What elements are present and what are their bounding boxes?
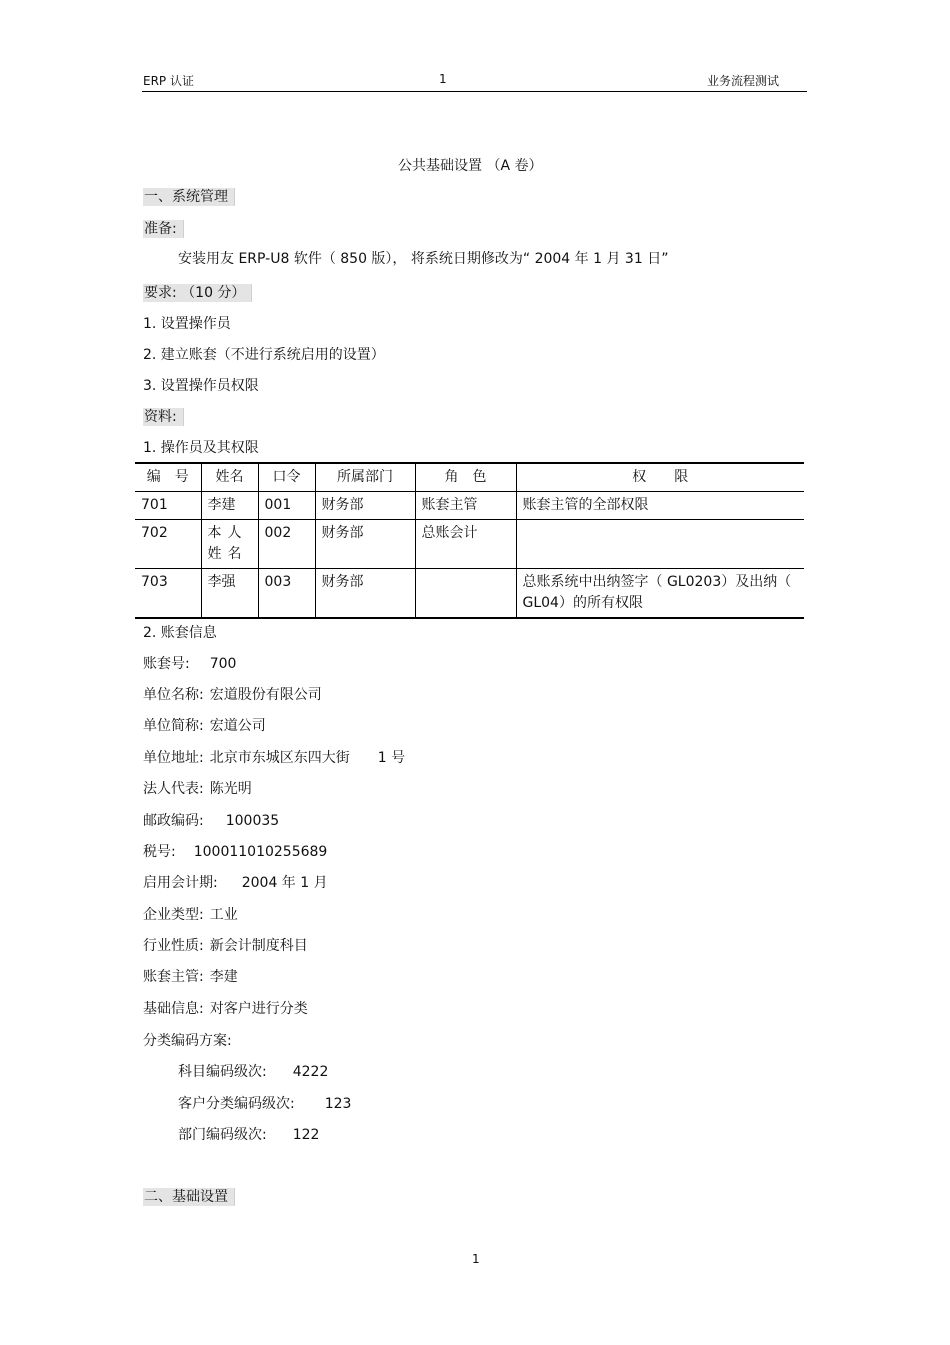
field-label: 企业类型: <box>143 907 204 923</box>
field-label: 账套号: <box>143 656 190 672</box>
account-info-row <box>143 841 327 861</box>
account-info-heading: 2. 账套信息 <box>143 625 217 641</box>
table-header-row <box>135 463 804 492</box>
col-header-permission: 权 限 <box>516 463 804 492</box>
field-label: 基础信息: <box>143 1001 204 1017</box>
cell-role: 账套主管 <box>415 492 516 520</box>
field-value: 123 <box>324 1096 352 1112</box>
cell-id: 702 <box>135 520 201 569</box>
cell-password: 003 <box>258 569 315 619</box>
account-info-row <box>143 935 308 955</box>
field-label: 客户分类编码级次: <box>178 1096 295 1112</box>
account-info-row <box>143 778 252 798</box>
field-label: 单位简称: <box>143 718 204 734</box>
header-right: 业务流程测试 <box>707 74 780 88</box>
cell-department: 财务部 <box>315 569 415 619</box>
field-label: 税号: <box>143 844 176 860</box>
coding-row <box>178 1093 351 1113</box>
account-info-row <box>143 998 308 1018</box>
account-info-row <box>143 747 405 767</box>
account-info-row <box>143 872 328 892</box>
cell-id: 703 <box>135 569 201 619</box>
header-rule <box>142 91 807 92</box>
cell-password: 002 <box>258 520 315 569</box>
field-value: 宏道股份有限公司 <box>209 687 322 703</box>
cell-name: 李强 <box>201 569 258 619</box>
field-value: 工业 <box>209 907 238 923</box>
cell-permission: 总账系统中出纳签字（ GL0203）及出纳（ GL04）的所有权限 <box>516 569 804 619</box>
cell-role: 总账会计 <box>415 520 516 569</box>
cell-password: 001 <box>258 492 315 520</box>
requirement-item: 1. 设置操作员 <box>143 316 231 332</box>
page-title: 公共基础设置 （A 卷） <box>398 158 543 174</box>
section2-heading: 二、基础设置 <box>143 1186 235 1206</box>
field-label: 账套主管: <box>143 969 204 985</box>
col-header-department: 所属部门 <box>315 463 415 492</box>
cell-permission <box>516 520 804 569</box>
col-header-name: 姓名 <box>201 463 258 492</box>
field-value: 宏道公司 <box>209 718 266 734</box>
field-value: 北京市东城区东四大街 1 号 <box>209 750 406 766</box>
header-left: ERP 认证 <box>143 74 194 88</box>
field-label: 单位名称: <box>143 687 204 703</box>
account-info-row <box>143 684 322 704</box>
operators-heading: 1. 操作员及其权限 <box>143 440 259 456</box>
requirement-item: 2. 建立账套（不进行系统启用的设置） <box>143 347 385 363</box>
table-row <box>135 569 804 619</box>
field-label: 行业性质: <box>143 938 204 954</box>
field-value: 对客户进行分类 <box>209 1001 308 1017</box>
operators-table <box>135 462 804 619</box>
cell-name: 李建 <box>201 492 258 520</box>
field-value: 陈光明 <box>209 781 252 797</box>
cell-name: 本人姓名 <box>201 520 258 569</box>
account-info-row <box>143 966 238 986</box>
field-value: 2004 年 1 月 <box>241 875 328 891</box>
field-value: 李建 <box>209 969 238 985</box>
account-info-row <box>143 715 266 735</box>
col-header-password: 口令 <box>258 463 315 492</box>
data-label: 资料: <box>143 406 184 426</box>
field-label: 部门编码级次: <box>178 1127 267 1143</box>
table-row <box>135 520 804 569</box>
field-value: 新会计制度科目 <box>209 938 308 954</box>
field-value: 700 <box>209 656 237 672</box>
section1-heading: 一、系统管理 <box>143 186 235 206</box>
prep-label: 准备: <box>143 218 184 238</box>
coding-row <box>178 1124 319 1144</box>
footer-page-number: 1 <box>472 1252 480 1266</box>
col-header-role: 角 色 <box>415 463 516 492</box>
cell-department: 财务部 <box>315 492 415 520</box>
account-info-row <box>143 810 279 830</box>
header-page-number: 1 <box>439 72 447 86</box>
field-label: 单位地址: <box>143 750 204 766</box>
field-value: 100011010255689 <box>193 844 328 860</box>
account-info-row <box>143 653 236 673</box>
field-value: 122 <box>292 1127 320 1143</box>
cell-id: 701 <box>135 492 201 520</box>
col-header-id: 编 号 <box>135 463 201 492</box>
cell-role <box>415 569 516 619</box>
field-label: 邮政编码: <box>143 813 204 829</box>
account-info-row <box>143 904 238 924</box>
coding-scheme-label: 分类编码方案: <box>143 1033 232 1049</box>
field-label: 启用会计期: <box>143 875 218 891</box>
requirements-label: 要求: （10 分） <box>143 282 252 302</box>
field-label: 法人代表: <box>143 781 204 797</box>
field-label: 科目编码级次: <box>178 1064 267 1080</box>
table-row <box>135 492 804 520</box>
requirement-item: 3. 设置操作员权限 <box>143 378 259 394</box>
field-value: 4222 <box>292 1064 329 1080</box>
cell-department: 财务部 <box>315 520 415 569</box>
cell-permission: 账套主管的全部权限 <box>516 492 804 520</box>
prep-text: 安装用友 ERP-U8 软件（ 850 版）， 将系统日期修改为“ 2004 年 1 月 31 日” <box>178 251 669 267</box>
field-value: 100035 <box>225 813 280 829</box>
coding-row <box>178 1061 328 1081</box>
